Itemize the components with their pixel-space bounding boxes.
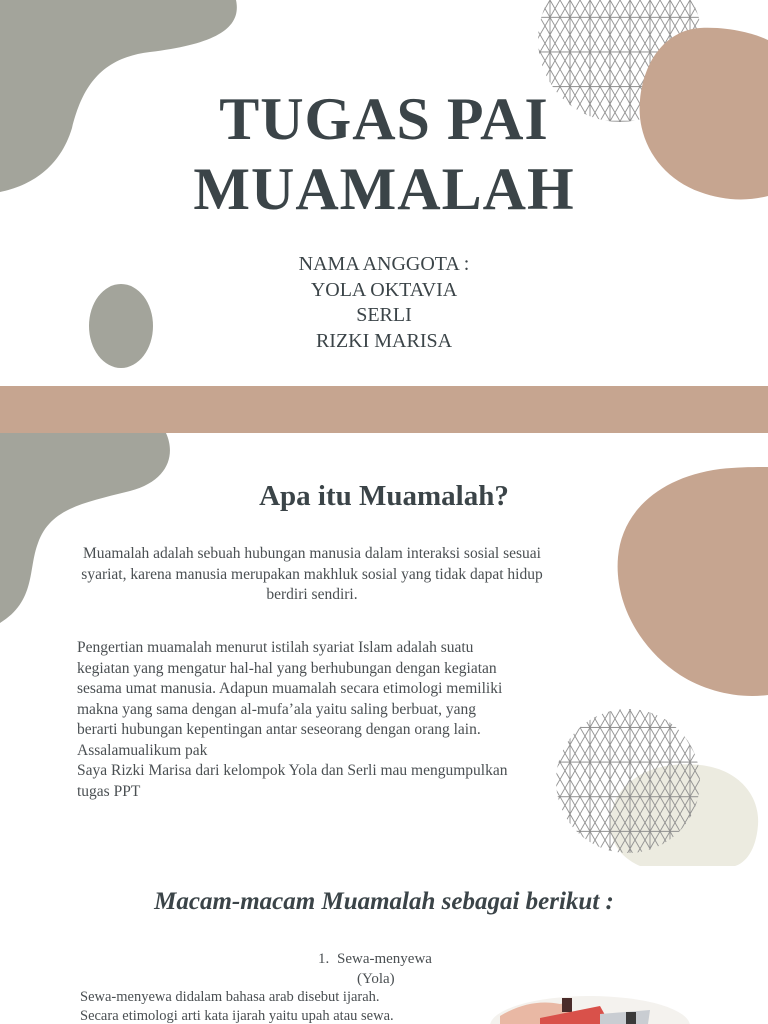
paragraph-line: kegiatan yang mengatur hal-hal yang berhubungan dengan kegiatan	[77, 659, 497, 677]
members-block	[0, 252, 768, 354]
member-name: RIZKI MARISA	[315, 329, 453, 352]
paragraph-line: sesama umat manusia. Adapun muamalah secara etimologi memiliki	[77, 680, 503, 697]
paragraph-line: berarti hubungan kepentingan antar seseorang dengan orang lain.	[77, 721, 481, 738]
title-slide	[0, 0, 768, 386]
paragraph-line: Assalamualikum pak	[77, 741, 208, 759]
title-line-2: MUAMALAH	[193, 156, 575, 222]
section-heading: Apa itu Muamalah?	[259, 480, 509, 512]
definition-paragraph: Muamalah adalah sebuah hubungan manusia dalam interaksi sosial sesuai syariat, karena manusia merupakan makhluk sosial yang tidak dapat hidup berdiri sendiri.	[81, 545, 543, 603]
title-line-1: TUGAS PAI	[219, 86, 549, 152]
member-name: SERLI	[356, 304, 412, 326]
list-item-title: Sewa-menyewa	[337, 951, 432, 967]
types-heading: Macam-macam Muamalah sebagai berikut :	[154, 888, 614, 915]
paragraph-line: makna yang sama dengan al-mufa’ala yaitu saling berbuat, yang	[77, 700, 476, 718]
explanation-paragraph	[77, 638, 567, 802]
paragraph-line: Pengertian muamalah menurut istilah syariat Islam adalah suatu	[77, 639, 474, 656]
types-slide	[0, 866, 768, 1024]
list-item-author: (Yola)	[357, 971, 395, 987]
paragraph-line: Saya Rizki Marisa dari kelompok Yola dan Serli mau mengumpulkan	[77, 762, 508, 779]
body-line: Sewa-menyewa didalam bahasa arab disebut ijarah.	[80, 989, 380, 1005]
house-illustration-icon	[480, 966, 700, 1024]
member-name: YOLA OKTAVIA	[310, 278, 458, 301]
definition-slide	[0, 433, 768, 866]
list-item-number: 1.	[318, 951, 330, 967]
members-heading: NAMA ANGGOTA :	[298, 253, 470, 275]
slide-divider-band	[0, 386, 768, 433]
paragraph-line: tugas PPT	[77, 782, 141, 800]
body-line: Secara etimologi arti kata ijarah yaitu upah atau sewa.	[80, 1008, 394, 1024]
